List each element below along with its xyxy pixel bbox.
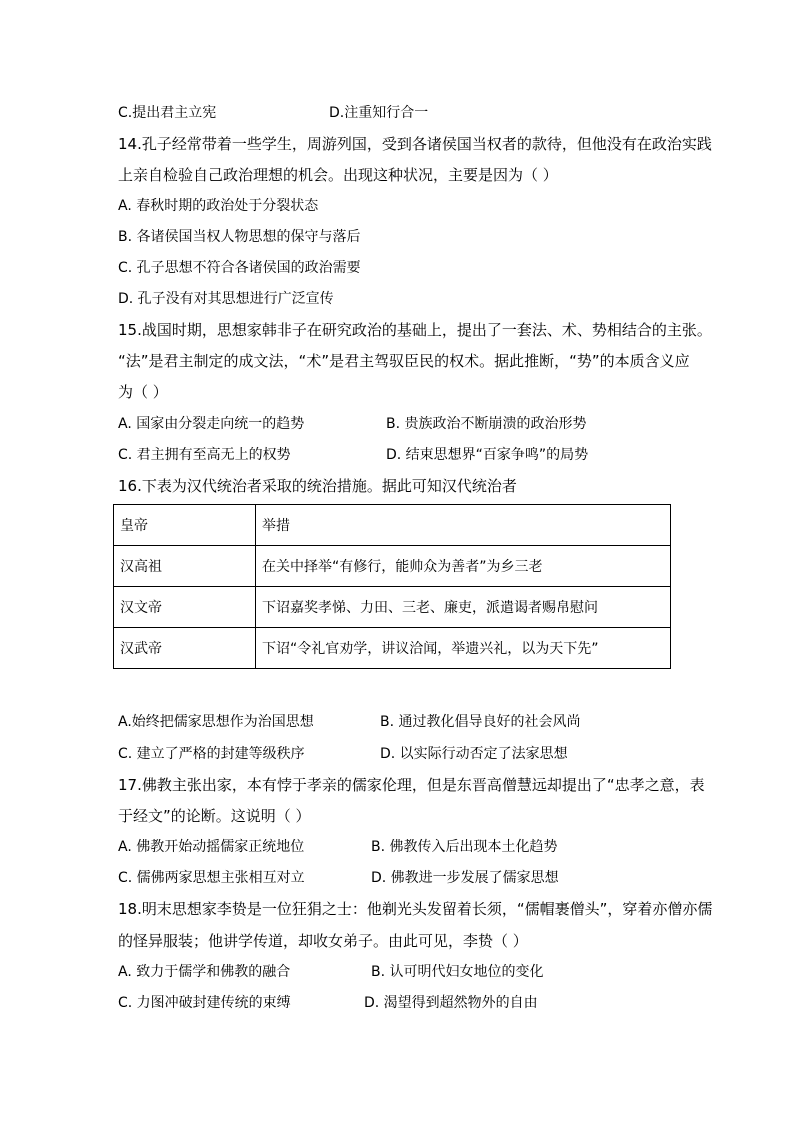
q14-option-d: D. 孔子没有对其思想进行广泛宣传 [118,291,334,307]
q15-stem-line2: “法”是君主制定的成文法，“术”是君主驾驭臣民的权术。据此推断，“势”的本质含义应 [118,352,690,370]
q17-option-b: B. 佛教传入后出现本土化趋势 [371,839,558,855]
table-cell-emperor: 汉武帝 [114,628,256,669]
q16-option-b: B. 通过教化倡导良好的社会风尚 [380,714,581,730]
q18-stem-line1: 18.明末思想家李贽是一位狂狷之士：他剃光头发留着长须，“儒帽裹僧头”，穿着亦僧亦儒 [118,900,713,918]
q16-stem: 16.下表为汉代统治者采取的统治措施。据此可知汉代统治者 [118,477,517,495]
q16-option-c: C. 建立了严格的封建等级秩序 [118,746,305,762]
q15-stem-line1: 15.战国时期，思想家韩非子在研究政治的基础上，提出了一套法、术、势相结合的主张。 [118,321,712,339]
q14-option-b: B. 各诸侯国当权人物思想的保守与落后 [118,229,361,245]
q17-option-a: A. 佛教开始动摇儒家正统地位 [118,839,305,855]
q17-stem-line2: 于经文”的论断。这说明（ ） [118,807,311,825]
q14-stem-line2: 上亲自检验自己政治理想的机会。出现这种状况，主要是因为（ ） [118,166,558,184]
q13-option-c: C.提出君主立宪 [118,105,217,121]
q15-option-d: D. 结束思想界“百家争鸣”的局势 [386,447,589,463]
q18-option-d: D. 渴望得到超然物外的自由 [364,995,538,1011]
q17-stem-line1: 17.佛教主张出家，本有悖于孝亲的儒家伦理，但是东晋高僧慧远却提出了“忠孝之意，表 [118,776,705,794]
table-cell-measure: 下诏嘉奖孝悌、力田、三老、廉吏，派遣谒者赐帛慰问 [256,587,671,628]
q16-option-d: D. 以实际行动否定了法家思想 [380,746,568,762]
table-cell-emperor: 汉文帝 [114,587,256,628]
q13-option-d: D.注重知行合一 [329,105,429,121]
q17-option-d: D. 佛教进一步发展了儒家思想 [371,870,559,886]
table-row [114,587,671,628]
table-header-row [114,505,671,546]
table-cell-emperor: 汉高祖 [114,546,256,587]
q18-option-b: B. 认可明代妇女地位的变化 [371,964,544,980]
table-header-emperor: 皇帝 [114,505,256,546]
q15-option-a: A. 国家由分裂走向统一的趋势 [118,416,305,432]
q18-option-a: A. 致力于儒学和佛教的融合 [118,964,291,980]
table-row [114,628,671,669]
q14-stem-line1: 14.孔子经常带着一些学生，周游列国，受到各诸侯国当权者的款待，但他没有在政治实践 [118,135,712,153]
q15-stem-line3: 为（ ） [118,383,168,401]
q15-option-c: C. 君主拥有至高无上的权势 [118,447,291,463]
q15-option-b: B. 贵族政治不断崩溃的政治形势 [386,416,587,432]
q16-table [113,504,671,669]
q17-option-c: C. 儒佛两家思想主张相互对立 [118,870,305,886]
table-row [114,546,671,587]
table-cell-measure: 下诏“令礼官劝学，讲议洽闻，举遗兴礼，以为天下先” [256,628,671,669]
q14-option-a: A. 春秋时期的政治处于分裂状态 [118,198,319,214]
q18-option-c: C. 力图冲破封建传统的束缚 [118,995,291,1011]
q18-stem-line2: 的怪异服装；他讲学传道，却收女弟子。由此可见，李贽（ ） [118,932,528,950]
table-cell-measure: 在关中择举“有修行，能帅众为善者”为乡三老 [256,546,671,587]
q16-option-a: A.始终把儒家思想作为治国思想 [118,714,314,730]
table-header-measure: 举措 [256,505,671,546]
q14-option-c: C. 孔子思想不符合各诸侯国的政治需要 [118,260,361,276]
